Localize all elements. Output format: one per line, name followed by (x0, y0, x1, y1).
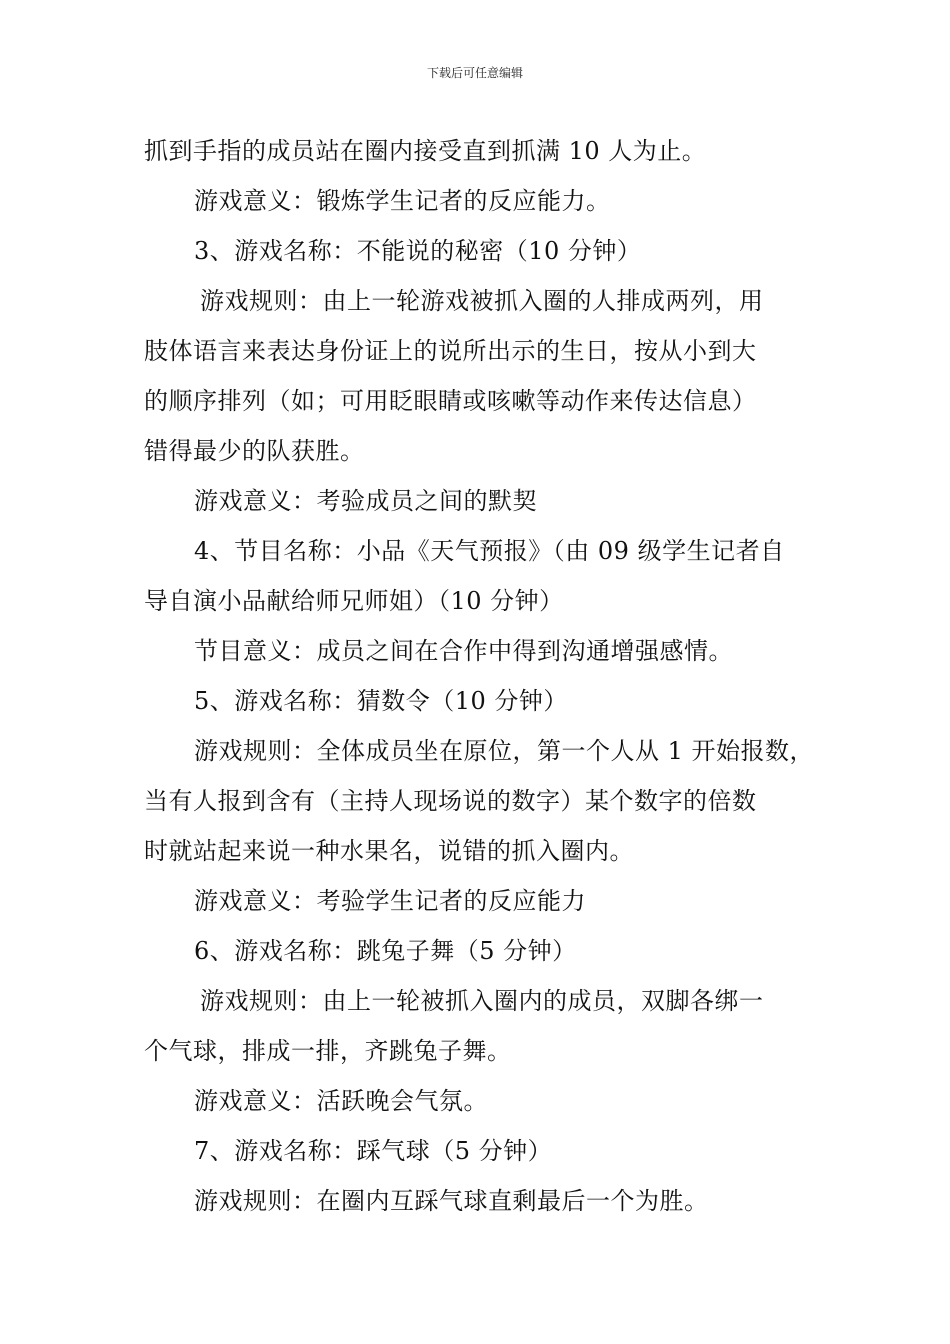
paragraph-line: 错得最少的队获胜。 (144, 437, 365, 465)
paragraph-line: 导自演小品献给师兄师姐）（10 分钟） (144, 587, 564, 615)
paragraph-line: 节目意义：成员之间在合作中得到沟通增强感情。 (194, 637, 733, 665)
paragraph-line: 游戏规则：由上一轮游戏被抓入圈的人排成两列，用 (200, 287, 764, 315)
paragraph-line: 时就站起来说一种水果名，说错的抓入圈内。 (144, 837, 634, 865)
paragraph-line: 当有人报到含有（主持人现场说的数字）某个数字的倍数 (144, 787, 757, 815)
paragraph-line: 游戏规则：全体成员坐在原位，第一个人从 1 开始报数， (194, 737, 815, 765)
section-heading: 6、游戏名称：跳兔子舞（5 分钟） (194, 937, 577, 965)
paragraph-line: 肢体语言来表达身份证上的说所出示的生日，按从小到大 (144, 337, 757, 365)
paragraph-line: 游戏意义：考验成员之间的默契 (194, 487, 537, 515)
paragraph-line: 的顺序排列（如；可用眨眼睛或咳嗽等动作来传达信息） (144, 387, 757, 415)
section-heading: 3、游戏名称：不能说的秘密（10 分钟） (194, 237, 642, 265)
paragraph-line: 游戏规则：由上一轮被抓入圈内的成员，双脚各绑一 (200, 987, 764, 1015)
paragraph-line: 个气球，排成一排，齐跳兔子舞。 (144, 1037, 512, 1065)
section-heading: 4、节目名称：小品《天气预报》（由 09 级学生记者自 (194, 537, 785, 565)
paragraph-line: 游戏意义：活跃晚会气氛。 (194, 1087, 488, 1115)
section-heading: 7、游戏名称：踩气球（5 分钟） (194, 1137, 553, 1165)
page-header: 下载后可任意编辑 (426, 66, 523, 80)
paragraph-line: 游戏意义：考验学生记者的反应能力 (194, 887, 586, 915)
paragraph-line: 游戏规则：在圈内互踩气球直剩最后一个为胜。 (194, 1187, 709, 1215)
paragraph-line: 游戏意义：锻炼学生记者的反应能力。 (194, 187, 611, 215)
paragraph-line: 抓到手指的成员站在圈内接受直到抓满 10 人为止。 (144, 137, 707, 165)
document-body (144, 126, 824, 1226)
section-heading: 5、游戏名称：猜数令（10 分钟） (194, 687, 568, 715)
